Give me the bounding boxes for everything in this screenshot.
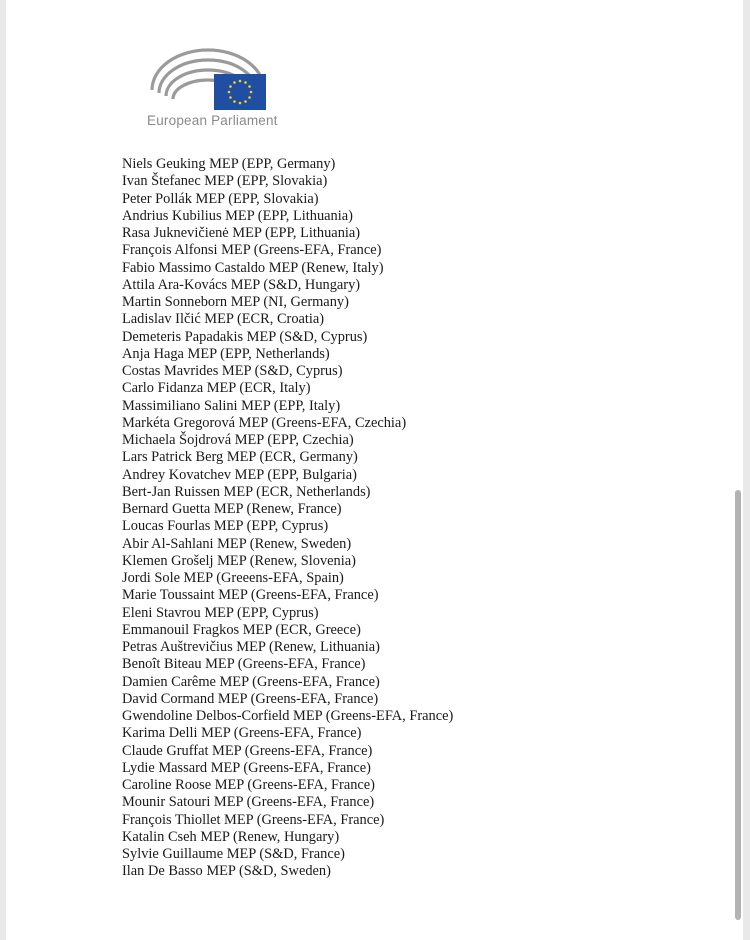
signatory-item: Michaela Šojdrová MEP (EPP, Czechia): [122, 432, 354, 448]
signatory-item: Peter Pollák MEP (EPP, Slovakia): [122, 190, 319, 207]
signatory-item: Rasa Juknevičienė MEP (EPP, Lithuania): [122, 225, 361, 241]
signatory-item: Caroline Roose MEP (Greens-EFA, France): [122, 777, 375, 793]
signatory-item: David Cormand MEP (Greens-EFA, France): [122, 690, 379, 707]
signatory-item: Demeteris Papadakis MEP (S&D, Cyprus): [122, 328, 368, 345]
signatory-item: Anja Haga MEP (EPP, Netherlands): [122, 345, 330, 362]
signatory-item: Abir Al-Sahlani MEP (Renew, Sweden): [122, 535, 352, 552]
signatory-item: Emmanouil Fragkos MEP (ECR, Greece): [122, 621, 361, 638]
signatory-item: Eleni Stavrou MEP (EPP, Cyprus): [122, 604, 319, 621]
signatory-item: Ladislav Ilčić MEP (ECR, Croatia): [122, 311, 325, 328]
signatory-item: Marie Toussaint MEP (Greens-EFA, France): [122, 587, 379, 604]
signatory-item: Fabio Massimo Castaldo MEP (Renew, Italy): [122, 259, 384, 276]
signatory-item: Andrey Kovatchev MEP (EPP, Bulgaria): [122, 466, 357, 483]
signatory-item: Andrius Kubilius MEP (EPP, Lithuania): [122, 207, 353, 224]
signatory-item: Costas Mavrides MEP (S&D, Cyprus): [122, 363, 343, 379]
signatory-item: Damien Carême MEP (Greens-EFA, France): [122, 673, 380, 690]
signatory-item: Ivan Štefanec MEP (EPP, Slovakia): [122, 173, 328, 190]
signatory-item: Massimiliano Salini MEP (EPP, Italy): [122, 397, 341, 414]
signatory-item: Bernard Guetta MEP (Renew, France): [122, 501, 342, 517]
signatory-item: Lydie Massard MEP (Greens-EFA, France): [122, 759, 371, 776]
document-page: [6, 0, 743, 940]
signatory-item: Martin Sonneborn MEP (NI, Germany): [122, 294, 349, 310]
signatory-item: Gwendoline Delbos-Corfield MEP (Greens-EFA, France): [122, 708, 454, 724]
signatory-item: Lars Patrick Berg MEP (ECR, Germany): [122, 449, 358, 466]
signatory-item: Ilan De Basso MEP (S&D, Sweden): [122, 863, 331, 880]
signatory-item: Sylvie Guillaume MEP (S&D, France): [122, 846, 345, 862]
signatory-item: Loucas Fourlas MEP (EPP, Cyprus): [122, 518, 329, 535]
signatory-item: Carlo Fidanza MEP (ECR, Italy): [122, 380, 311, 397]
signatory-item: Karima Delli MEP (Greens-EFA, France): [122, 725, 362, 742]
signatory-item: Niels Geuking MEP (EPP, Germany): [122, 156, 336, 172]
signatory-item: Jordi Sole MEP (Greeens-EFA, Spain): [122, 570, 344, 586]
signatory-item: Bert-Jan Ruissen MEP (ECR, Netherlands): [122, 483, 371, 500]
signatory-item: Benoît Biteau MEP (Greens-EFA, France): [122, 656, 366, 673]
signatory-item: François Thiollet MEP (Greens-EFA, France): [122, 811, 385, 828]
signatory-item: Mounir Satouri MEP (Greens-EFA, France): [122, 794, 375, 811]
signatory-item: Katalin Cseh MEP (Renew, Hungary): [122, 828, 340, 845]
signatory-item: Markéta Gregorová MEP (Greens-EFA, Czechia): [122, 414, 407, 431]
logo-caption: European Parliament: [147, 113, 278, 128]
signatory-list: [122, 156, 453, 881]
vertical-scrollbar[interactable]: [735, 490, 741, 920]
signatory-item: François Alfonsi MEP (Greens-EFA, France): [122, 242, 382, 259]
signatory-item: Klemen Grošelj MEP (Renew, Slovenia): [122, 552, 356, 569]
signatory-item: Attila Ara-Kovács MEP (S&D, Hungary): [122, 276, 361, 293]
signatory-item: Claude Gruffat MEP (Greens-EFA, France): [122, 742, 373, 759]
signatory-item: Petras Auštrevičius MEP (Renew, Lithuania): [122, 639, 380, 655]
